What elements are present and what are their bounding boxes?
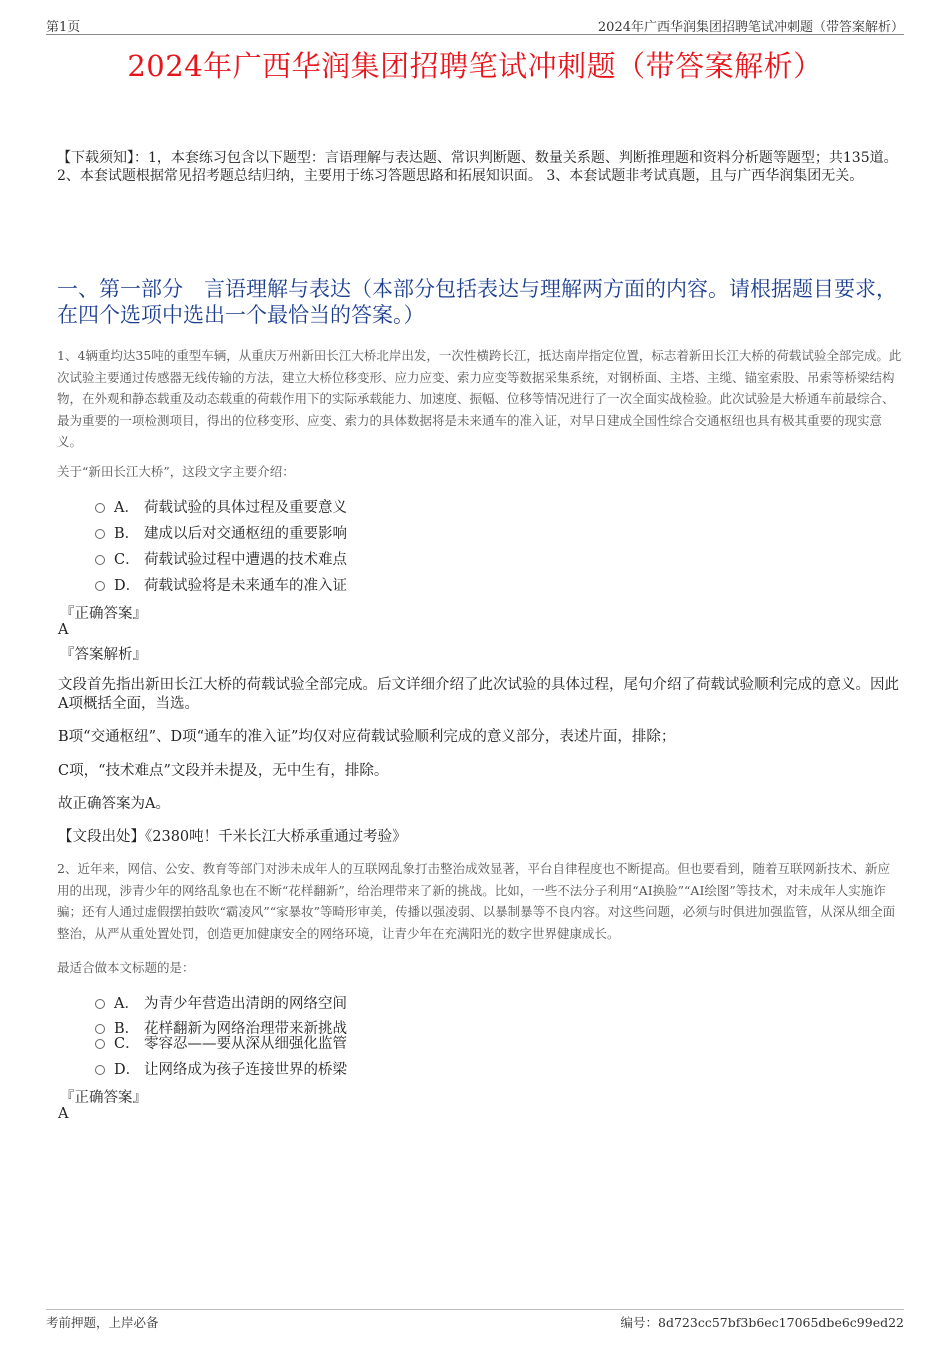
question-2-option-a[interactable] (95, 992, 347, 1012)
radio-icon[interactable] (95, 1065, 105, 1075)
question-2-prompt: 最适合做本文标题的是： (57, 960, 195, 975)
option-text: 荷载试验过程中遭遇的技术难点 (144, 551, 347, 568)
footer-slogan: 考前押题，上岸必备 (46, 1315, 159, 1330)
question-1-analysis-p2: B项“交通枢纽”、D项“通车的准入证”均仅对应荷载试验顺利完成的意义部分，表述片面，排除； (58, 729, 676, 745)
radio-icon[interactable] (95, 581, 105, 591)
header-page-label: 第1页 (46, 20, 81, 35)
question-1-answer-label: 『正确答案』 (60, 606, 147, 622)
option-letter: D． (114, 577, 141, 594)
question-1-prompt: 关于“新田长江大桥”，这段文字主要介绍： (57, 464, 295, 479)
question-1-option-a[interactable] (95, 496, 347, 516)
question-2-option-d[interactable] (95, 1058, 347, 1078)
download-notice: 【下载须知】：1，本套练习包含以下题型：言语理解与表达题、常识判断题、数量关系题、判断推理题和资料分析题等题型；共135道。 2、本套试题根据常见招考题总结归纳，主要用于练习答题思路和拓展知识面。 3、本套试题非考试真题，且与广西华润集团无关。 (57, 150, 898, 184)
question-2-answer: A (58, 1106, 69, 1122)
option-letter: C． (114, 1035, 140, 1052)
question-1-analysis-label: 『答案解析』 (60, 647, 147, 663)
question-1-stem: 1、4辆重均达35吨的重型车辆，从重庆万州新田长江大桥北岸出发，一次性横跨长江，抵达南岸指定位置，标志着新田长江大桥的荷载试验全部完成。此次试验主要通过传感器无线传输的方法，建立大桥位移变形、应力应变、索力应变等数据采集系统，对钢桥面、主塔、主缆、锚室索股、吊索等桥梁结构物，在外观和静态载重及动态载重的荷载作用下的实际承载能力、加速度、振幅、位移等情况进行了一次全面实战检验。此次试验是大桥通车前最综合、最为重要的一项检测项目，得出的位移变形、应变、索力的具体数据将是未来通车的准入证，对早日建成全国性综合交通枢纽也具有极其重要的现实意义。 (57, 348, 902, 449)
footer-serial-number: 编号：8d723cc57bf3b6ec17065dbe6c99ed22 (620, 1315, 904, 1330)
question-1-answer: A (58, 622, 69, 638)
question-1-analysis-p1: 文段首先指出新田长江大桥的荷载试验全部完成。后文详细介绍了此次试验的具体过程，尾句介绍了荷载试验顺利完成的意义。因此A项概括全面，当选。 (58, 677, 899, 712)
page-title: 2024年广西华润集团招聘笔试冲刺题（带答案解析） (127, 49, 823, 83)
radio-icon[interactable] (95, 529, 105, 539)
question-1-source: 【文段出处】《2380吨！千米长江大桥承重通过考验》 (58, 829, 407, 845)
question-1-option-c[interactable] (95, 548, 347, 568)
radio-icon[interactable] (95, 999, 105, 1009)
option-text: 荷载试验将是未来通车的准入证 (144, 577, 347, 594)
option-letter: B． (114, 1020, 140, 1037)
question-1-option-d[interactable] (95, 574, 347, 594)
question-1-option-b[interactable] (95, 522, 347, 542)
option-text: 建成以后对交通枢纽的重要影响 (144, 525, 347, 542)
option-text: 让网络成为孩子连接世界的桥梁 (144, 1061, 347, 1078)
option-text: 为青少年营造出清朗的网络空间 (144, 995, 347, 1012)
option-letter: D． (114, 1061, 141, 1078)
radio-icon[interactable] (95, 503, 105, 513)
footer-divider (46, 1309, 904, 1310)
option-letter: C． (114, 551, 140, 568)
option-text: 荷载试验的具体过程及重要意义 (144, 499, 347, 516)
question-1-analysis-p3: C项，“技术难点”文段并未提及，无中生有，排除。 (58, 763, 389, 779)
question-1-analysis-p4: 故正确答案为A。 (58, 796, 170, 812)
radio-icon[interactable] (95, 555, 105, 565)
question-2-stem: 2、近年来，网信、公安、教育等部门对涉未成年人的互联网乱象打击整治成效显著，平台自律程度也不断提高。但也要看到，随着互联网新技术、新应用的出现，涉青少年的网络乱象也在不断“花样翻新”，给治理带来了新的挑战。比如，一些不法分子利用“AI换脸”“AI绘图”等技术，对未成年人实施诈骗；还有人通过虚假摆拍鼓吹“霸凌风”“家暴妆”等畸形审美，传播以强凌弱、以暴制暴等不良内容。对这些问题，必须与时俱进加强监管，从深从细全面整治，从严从重处置处罚，创造更加健康安全的网络环境，让青少年在充满阳光的数字世界健康成长。 (57, 861, 896, 941)
option-text: 花样翻新为网络治理带来新挑战 (144, 1020, 347, 1037)
radio-icon[interactable] (95, 1039, 105, 1049)
header-doc-title: 2024年广西华润集团招聘笔试冲刺题（带答案解析） (597, 20, 904, 35)
header-divider (46, 34, 904, 35)
section-heading: 一、第一部分 言语理解与表达（本部分包括表达与理解两方面的内容。请根据题目要求，在四个选项中选出一个最恰当的答案。） (57, 277, 897, 327)
option-letter: B． (114, 525, 140, 542)
question-2-answer-label: 『正确答案』 (60, 1090, 147, 1106)
question-2-option-c[interactable] (95, 1032, 347, 1052)
option-letter: A． (114, 995, 139, 1012)
option-text: 零容忍——要从深从细强化监管 (144, 1035, 347, 1052)
option-letter: A． (114, 499, 139, 516)
